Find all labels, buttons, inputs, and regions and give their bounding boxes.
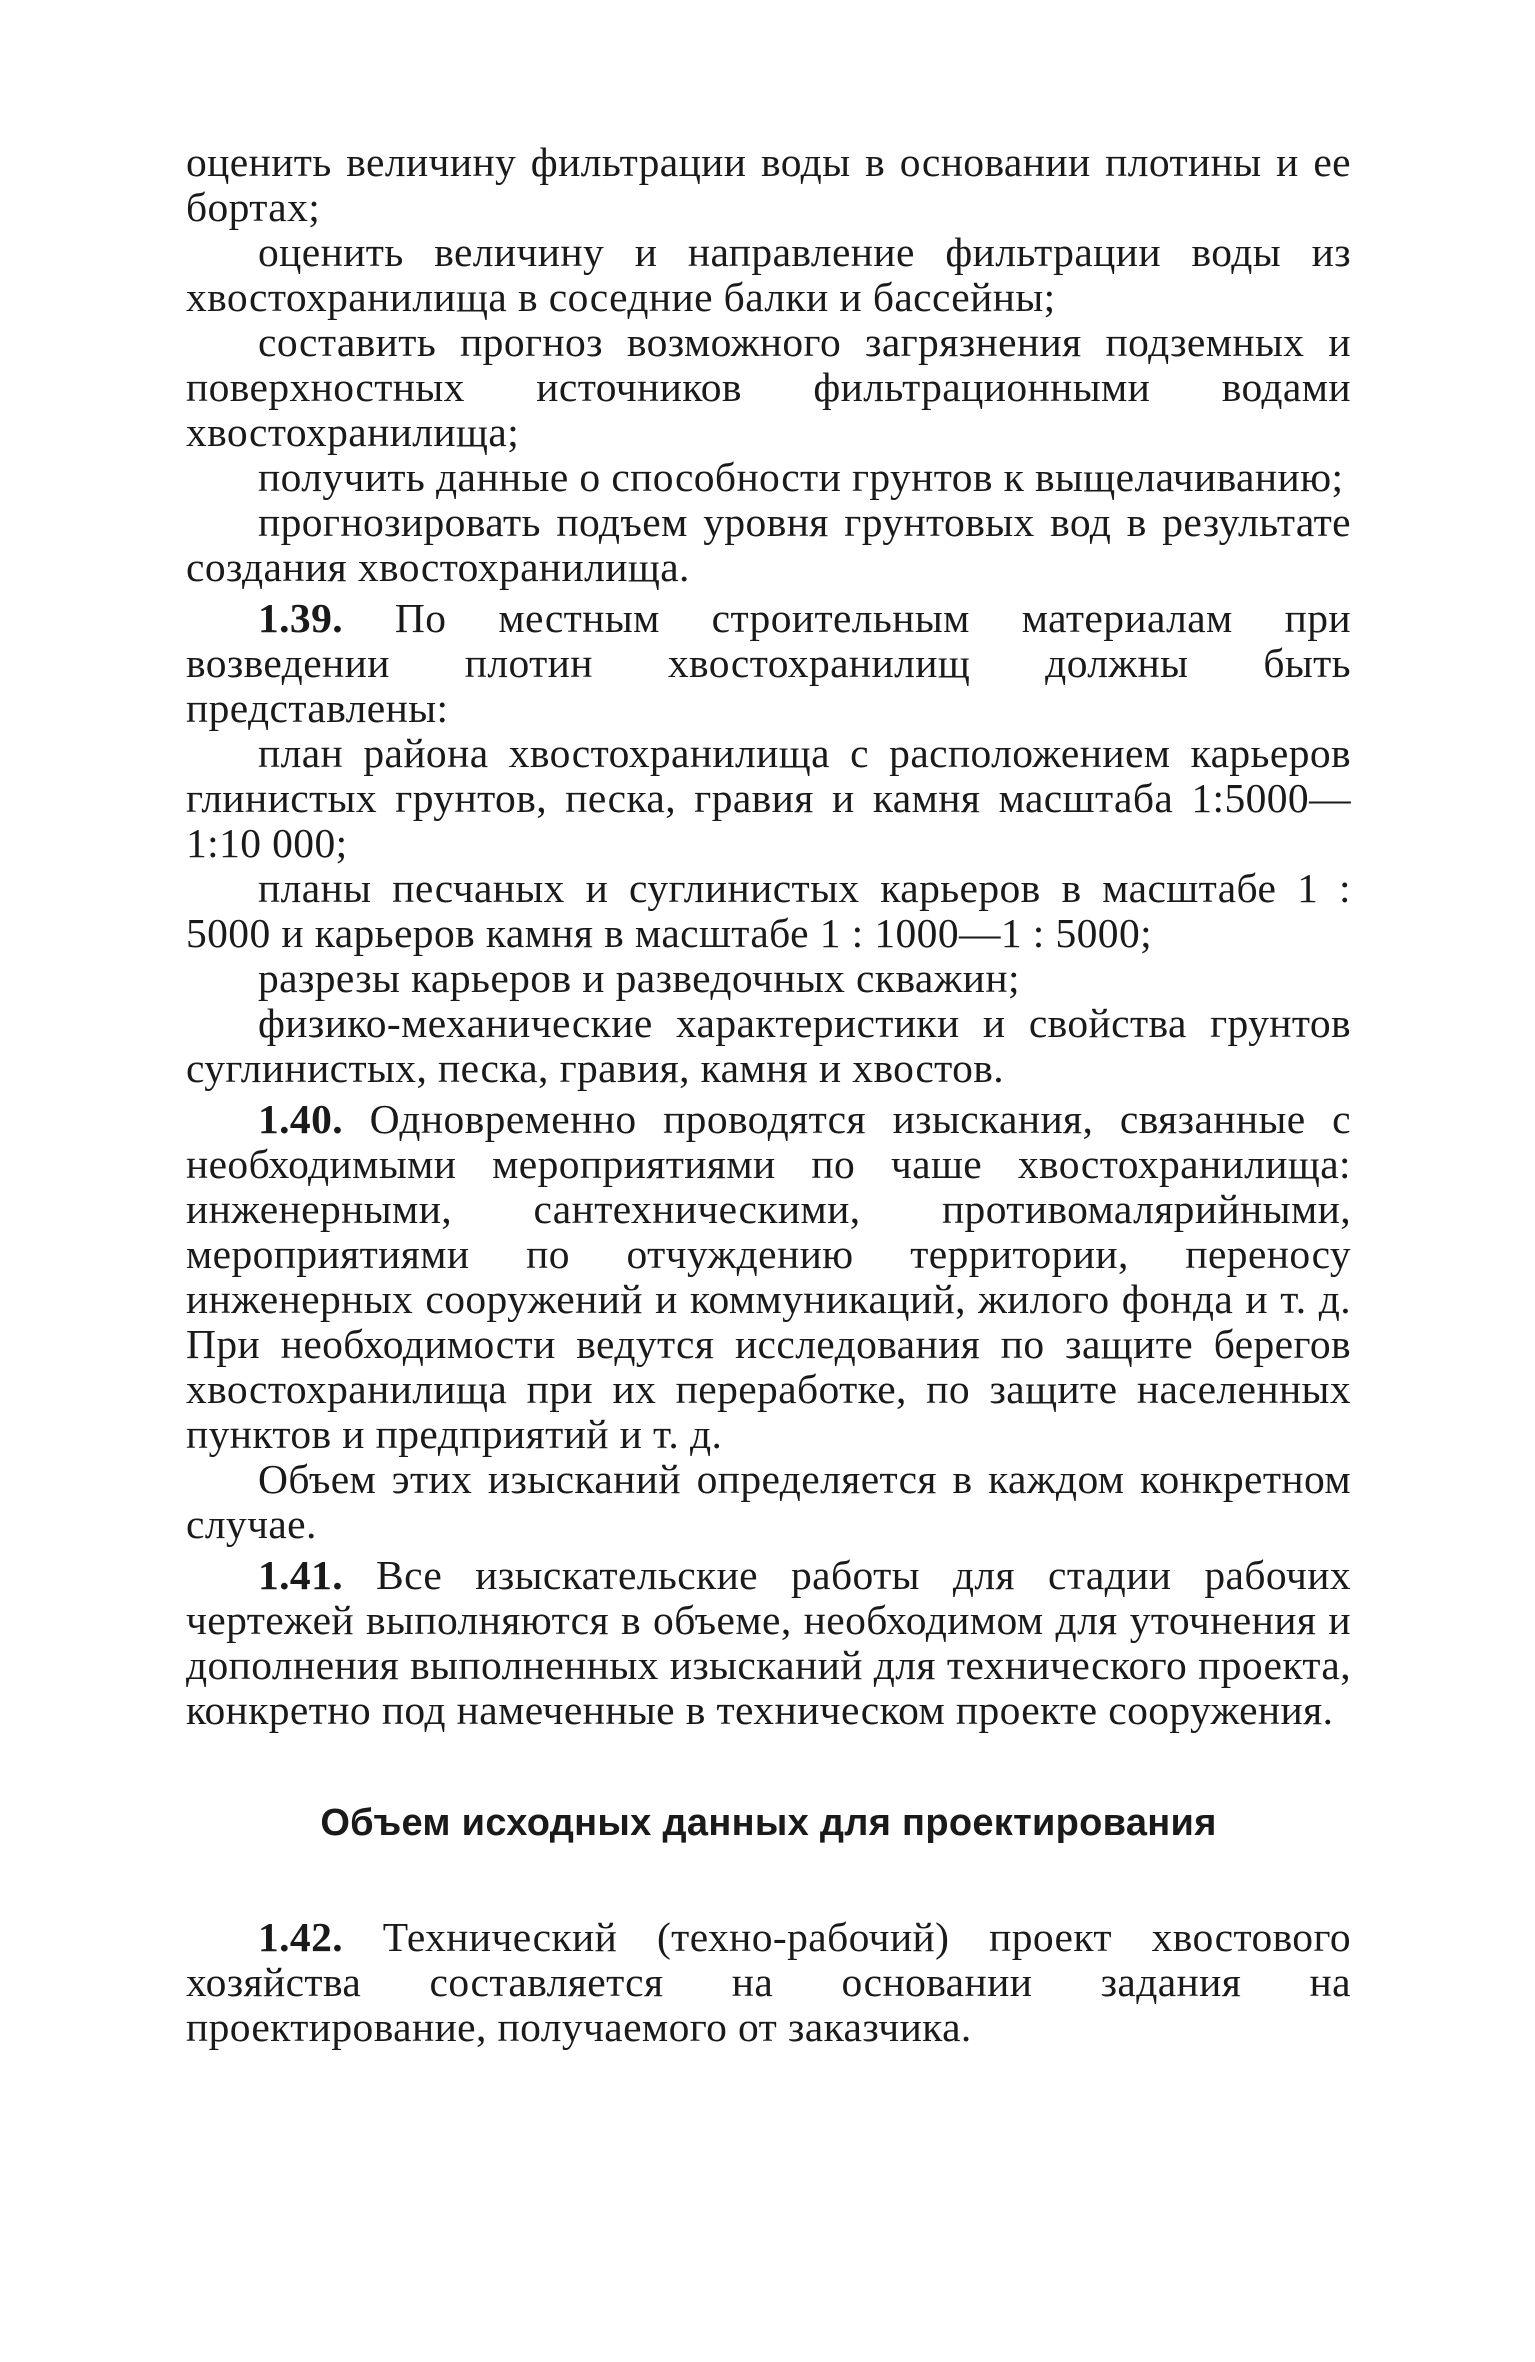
paragraph-list-item: оценить величину и направление фильтрации воды из хвостохранилища в соседние балки и бассейны; [186, 229, 1351, 320]
paragraph-list-item: получить данные о способности грунтов к выщелачиванию; [258, 454, 1344, 500]
paragraph-list-item: план района хвостохранилища с расположением карьеров глинистых грунтов, песка, гравия и камня масштаба 1:5000—1:10 000; [186, 730, 1351, 866]
section-number: 1.42. [258, 1914, 343, 1960]
section-1-40 [186, 1097, 1351, 1457]
section-number: 1.39. [258, 595, 343, 641]
section-1-42 [186, 1915, 1351, 2050]
section-text: Все изыскательские работы для стадии рабочих чертежей выполняются в объеме, необходимом для уточнения и дополнения выполненных изысканий для технического проекта, конкретно под намеченные в техническом проекте сооружения. [186, 1552, 1351, 1733]
section-number: 1.40. [258, 1096, 343, 1142]
document-page [186, 140, 1351, 2050]
section-1-39 [186, 596, 1351, 731]
section-heading: Объем исходных данных для проектирования [320, 1802, 1217, 1844]
section-number: 1.41. [258, 1552, 343, 1598]
section-text: По местным строительным материалам при возведении плотин хвостохранилищ должны быть представлены: [186, 595, 1352, 731]
section-1-41 [186, 1553, 1351, 1733]
paragraph-list-item: разрезы карьеров и разведочных скважин; [258, 955, 1020, 1001]
section-text: Технический (техно-рабочий) проект хвостового хозяйства составляется на основании задания на проектирование, получаемого от заказчика. [186, 1914, 1351, 2050]
paragraph-list-item: планы песчаных и суглинистых карьеров в масштабе 1 : 5000 и карьеров камня в масштабе 1 : 1000—1 : 5000; [186, 865, 1351, 956]
paragraph-list-item: прогнозировать подъем уровня грунтовых вод в результате создания хвостохранилища. [186, 499, 1351, 590]
paragraph-followup: Объем этих изысканий определяется в каждом конкретном случае. [186, 1456, 1351, 1547]
paragraph-list-item: составить прогноз возможного загрязнения подземных и поверхностных источников фильтрационными водами хвостохранилища; [186, 319, 1351, 455]
paragraph-continuation: оценить величину фильтрации воды в основании плотины и ее бортах; [186, 139, 1351, 230]
paragraph-list-item: физико-механические характеристики и свойства грунтов суглинистых, песка, гравия, камня и хвостов. [186, 1000, 1351, 1091]
section-text: Одновременно проводятся изыскания, связанные с необходимыми мероприятиями по чаше хвостохранилища: инженерными, сантехническими, противомалярийными, мероприятиями по отчуждению территории, переносу инженерных сооружений и коммуникаций, жилого фонда и т. д. При необходимости ведутся исследования по защите берегов хвостохранилища при их переработке, по защите населенных пунктов и предприятий и т. д. [186, 1096, 1351, 1457]
